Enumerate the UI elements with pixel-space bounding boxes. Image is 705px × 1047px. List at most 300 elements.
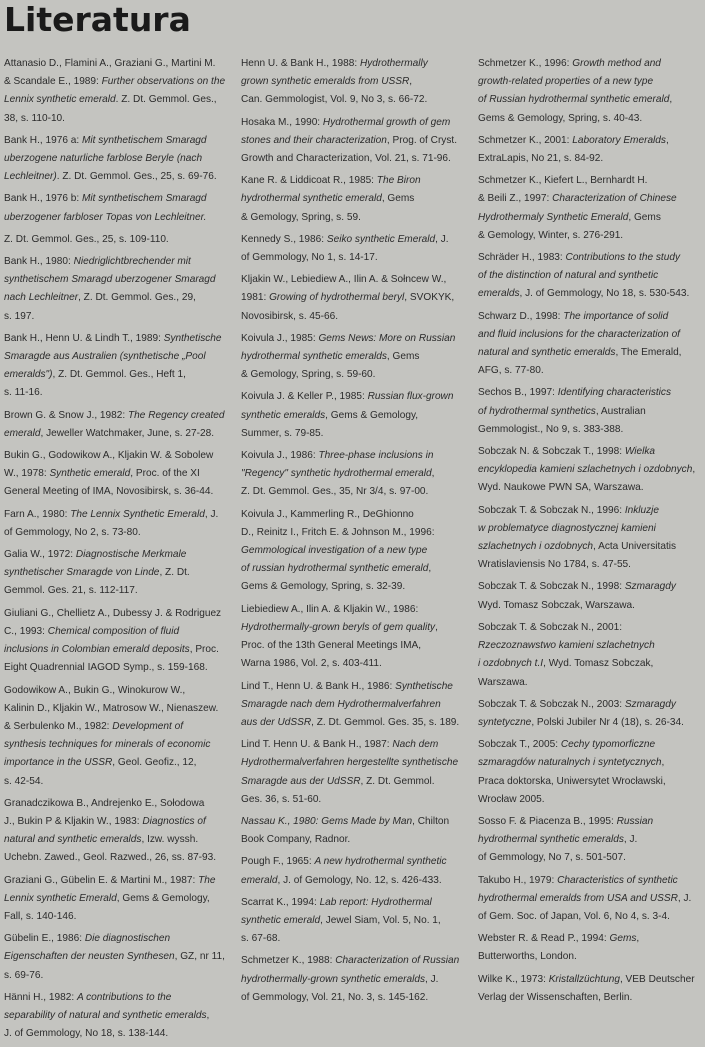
reference-text: Koivula J. & Keller P., 1985: [241, 391, 368, 403]
reference-entry [478, 384, 700, 439]
reference-text: , Geol. Geofiz., 12, [112, 757, 197, 769]
reference-line [4, 659, 226, 677]
reference-line [241, 560, 463, 578]
reference-entry [241, 894, 463, 949]
reference-title-text: synthesis techniques for minerals of economic [4, 739, 211, 751]
reference-text: Sosso F. & Piacenza B., 1995: [478, 815, 617, 827]
reference-text: Proc. of the 13th General Meetings IMA, [241, 640, 422, 652]
reference-entry [478, 249, 700, 304]
reference-text: of Gemmology, No 2, s. 73-80. [4, 526, 141, 538]
reference-text: Gemmologist., No 9, s. 383-388. [478, 423, 624, 435]
reference-line [4, 73, 226, 91]
reference-text: Sobczak T. & Sobczak N., 1998: [478, 581, 625, 593]
reference-entry [241, 55, 463, 110]
reference-text: , Chilton [412, 815, 450, 827]
reference-line [241, 619, 463, 637]
reference-line [4, 795, 226, 813]
reference-title-text: Synthetic emerald [49, 468, 131, 480]
reference-text: , Gems & Gemology, [325, 409, 419, 421]
reference-column-3 [478, 55, 700, 1011]
reference-line [478, 989, 700, 1007]
reference-text: Scarrat K., 1994: [241, 896, 320, 908]
reference-text: , GZ, nr 11, [174, 951, 225, 963]
reference-line [241, 989, 463, 1007]
reference-title-text: encyklopedia kamieni szlachetnych i ozdobnych [478, 464, 693, 476]
reference-title-text: Further observations on the [101, 76, 226, 88]
reference-text: Novosibirsk, s. 45-66. [241, 310, 339, 322]
reference-title-text: Mit synthetischem Smaragd [82, 134, 207, 146]
reference-text: Book Company, Radnor. [241, 834, 351, 846]
reference-line [4, 209, 226, 227]
reference-entry [4, 682, 226, 791]
reference-text: Kalinin D., Kljakin W., Matrosow W., Nienaszew. [4, 702, 219, 714]
reference-title-text: Smaragde nach dem Hydrothermalverfahren [241, 698, 441, 710]
reference-text: Koivula J., 1985: [241, 332, 319, 344]
reference-column-2 [241, 55, 463, 1011]
reference-title-text: A new hydrothermal synthetic [314, 856, 447, 868]
reference-text: Graziani G., Gübelin E. & Martini M., 1987: [4, 874, 199, 886]
reference-line [241, 637, 463, 655]
reference-text: , Z. Dt. Gemmol. Ges., 29, [78, 292, 196, 304]
reference-line [4, 872, 226, 890]
reference-line [4, 168, 226, 186]
reference-text: 1981: [241, 292, 270, 304]
reference-line [4, 483, 226, 501]
reference-title-text: Nach dem [392, 739, 439, 751]
reference-title-text: Growing of hydrothermal beryl [269, 292, 405, 304]
reference-text: Galia W., 1972: [4, 549, 76, 561]
reference-line [4, 253, 226, 271]
reference-line [478, 849, 700, 867]
reference-line [241, 578, 463, 596]
reference-text: of Gemmology, No 1, s. 14-17. [241, 252, 378, 264]
reference-text: C., 1993: [4, 625, 48, 637]
reference-line [478, 520, 700, 538]
reference-text: Z. Dt. Gemmol. Ges., 25, s. 109-110. [4, 233, 169, 245]
reference-text: Farn A., 1980: [4, 508, 71, 520]
reference-text: Koivula J., 1986: [241, 450, 319, 462]
reference-text: Bank H., 1976 a: [4, 134, 82, 146]
reference-text: Schmetzer K., 1996: [478, 58, 573, 69]
reference-title-text: hydrothermal synthetic emeralds [241, 351, 387, 363]
reference-line [478, 344, 700, 362]
reference-line [478, 674, 700, 692]
reference-text: Gübelin E., 1986: [4, 933, 85, 945]
reference-title-text: syntetyczne [478, 716, 532, 728]
reference-text: , J. [204, 508, 219, 520]
reference-line [241, 601, 463, 619]
reference-entry [241, 114, 463, 169]
reference-text: Kane R. & Liddicoat R., 1985: [241, 175, 377, 187]
reference-line [478, 461, 700, 479]
reference-text: s. 67-68. [241, 933, 281, 945]
reference-title-text: Eigenschaften der neusten Synthesen [4, 951, 175, 963]
reference-text: Bank H., 1976 b: [4, 193, 82, 205]
reference-text: , VEB Deutscher [619, 973, 695, 985]
reference-text: Growth and Characterization, Vol. 21, s. 71-96. [241, 153, 451, 165]
reference-title-text: Hydrothermally-grown beryls of gem quality [241, 621, 436, 633]
reference-text: , The Emerald, [615, 347, 682, 359]
reference-line [241, 524, 463, 542]
reference-line [4, 447, 226, 465]
reference-line [241, 465, 463, 483]
reference-line [4, 407, 226, 425]
reference-text: , Z. Dt. Gemmol. Ges., Heft 1, [52, 369, 186, 381]
reference-entry [478, 619, 700, 692]
reference-text: Schmetzer K., 2001: [478, 134, 573, 146]
reference-entry [478, 132, 700, 168]
reference-line [4, 425, 226, 443]
reference-line [4, 641, 226, 659]
reference-line [241, 853, 463, 871]
reference-text: Can. Gemmologist, Vol. 9, No 3, s. 66-72. [241, 94, 428, 106]
reference-title-text: The [198, 874, 216, 886]
reference-line [4, 849, 226, 867]
reference-line [241, 289, 463, 307]
reference-line [4, 55, 226, 73]
reference-title-text: hydrothermal synthetic emerald [241, 193, 382, 205]
reference-entry [478, 308, 700, 381]
reference-text: Granadczikowa B., Andrejenko E., Sołodowa [4, 797, 205, 809]
reference-entry [4, 506, 226, 542]
reference-text: , Australian [595, 405, 646, 417]
reference-line [478, 578, 700, 596]
reference-text: Bank H., Henn U. & Lindh T., 1989: [4, 332, 164, 344]
reference-column-1 [4, 55, 226, 1047]
reference-title-text: Die diagnostischen [84, 933, 171, 945]
reference-line [241, 348, 463, 366]
reference-text: , Proc. [189, 644, 219, 656]
reference-text: , [636, 933, 640, 945]
reference-line [241, 791, 463, 809]
reference-line [478, 326, 700, 344]
reference-text: , [669, 94, 673, 106]
reference-line [4, 754, 226, 772]
reference-text: Fall, s. 140-146. [4, 910, 77, 922]
reference-title-text: nach Lechleitner [4, 292, 79, 304]
reference-line [478, 249, 700, 267]
reference-entry [241, 388, 463, 443]
reference-title-text: The Regency created [128, 409, 225, 421]
reference-line [478, 637, 700, 655]
reference-text: AFG, s. 77-80. [478, 365, 544, 377]
reference-title-text: Characterization of Russian [335, 955, 460, 967]
reference-text: , [206, 1009, 210, 1021]
reference-title-text: "Regency" synthetic hydrothermal emerald [241, 468, 432, 480]
reference-line [4, 948, 226, 966]
reference-text: General Meeting of IMA, Novosibirsk, s. 36-44. [4, 486, 214, 498]
reference-text: Wrocław 2005. [478, 793, 545, 805]
reference-line [241, 91, 463, 109]
reference-title-text: Inkluzje [624, 504, 660, 516]
reference-line [4, 700, 226, 718]
reference-entry [241, 172, 463, 227]
reference-title-text: growth-related properties of a new type [478, 76, 654, 88]
reference-entry [478, 443, 700, 498]
reference-title-text: Russian flux-grown [367, 391, 454, 403]
reference-line [4, 773, 226, 791]
reference-line [241, 209, 463, 227]
reference-line [4, 110, 226, 128]
reference-entry [478, 696, 700, 732]
reference-line [478, 773, 700, 791]
reference-text: of Gemmology, No 7, s. 501-507. [478, 852, 626, 864]
reference-line [241, 831, 463, 849]
reference-line [4, 465, 226, 483]
reference-text: , J. [435, 233, 449, 245]
reference-text: Verlag der Wissenschaften, Berlin. [478, 991, 633, 1003]
reference-title-text: separability of natural and synthetic emeralds [4, 1009, 207, 1021]
reference-entry [4, 989, 226, 1044]
reference-text: Sobczak N. & Sobczak T., 1998: [478, 446, 625, 458]
reference-entry [4, 546, 226, 601]
reference-entry [241, 678, 463, 733]
reference-line [4, 1007, 226, 1025]
reference-title-text: Hydrothermally [359, 58, 428, 69]
reference-line [478, 479, 700, 497]
reference-line [478, 791, 700, 809]
reference-line [4, 132, 226, 150]
reference-text: , Polski Jubiler Nr 4 (18), s. 26-34. [531, 716, 684, 728]
reference-title-text: synthetischem Smaragd uberzogener Smaragd [4, 274, 216, 286]
reference-line [4, 330, 226, 348]
reference-title-text: Seiko synthetic Emerald [326, 233, 436, 245]
reference-title-text: Growth method and [572, 58, 661, 69]
reference-line [241, 696, 463, 714]
reference-line [241, 73, 463, 91]
reference-text: Gems & Gemology, Spring, s. 32-39. [241, 581, 406, 593]
reference-title-text: emerald [4, 427, 41, 439]
reference-text: Wyd. Tomasz Sobczak, Warszawa. [478, 599, 635, 611]
reference-line [4, 930, 226, 948]
reference-entry [4, 447, 226, 502]
reference-line [241, 736, 463, 754]
reference-title-text: Hydrothermalverfahren hergestellte synthetische [241, 757, 459, 769]
reference-line [241, 114, 463, 132]
reference-line [478, 538, 700, 556]
reference-text: , Jewel Siam, Vol. 5, No. 1, [320, 914, 441, 926]
reference-entry [4, 55, 226, 128]
reference-title-text: The importance of solid [563, 310, 669, 322]
reference-text: ExtraLapis, No 21, s. 84-92. [478, 153, 604, 165]
reference-line [241, 894, 463, 912]
reference-title-text: hydrothermally-grown synthetic emeralds [241, 973, 426, 985]
reference-title-text: Smaragde aus Australien (synthetische „Pool [4, 351, 206, 363]
reference-entry [241, 506, 463, 597]
reference-entry [478, 502, 700, 575]
reference-title-text: of the distinction of natural and synthetic [478, 270, 659, 282]
reference-line [478, 714, 700, 732]
reference-line [4, 150, 226, 168]
reference-line [478, 502, 700, 520]
reference-line [241, 249, 463, 267]
reference-text: Bukin G., Godowikow A., Kljakin W. & Sobolew [4, 450, 214, 462]
reference-text: Koivula J., Kammerling R., DeGhionno [241, 508, 414, 520]
reference-title-text: Gems News: More on Russian [318, 332, 456, 344]
reference-line [478, 696, 700, 714]
reference-line [4, 564, 226, 582]
reference-line [241, 773, 463, 791]
reference-line [241, 150, 463, 168]
reference-title-text: Three-phase inclusions in [318, 450, 434, 462]
reference-line [478, 227, 700, 245]
reference-text: & Scandale E., 1989: [4, 76, 102, 88]
reference-text: Gemmol. Ges. 21, s. 112-117. [4, 585, 138, 597]
reference-line [478, 597, 700, 615]
reference-text: & Gemology, Spring, s. 59. [241, 211, 361, 223]
reference-title-text: synthetic emerald [241, 914, 321, 926]
reference-text: . Z. Dt. Gemmol. Ges., [115, 94, 217, 106]
reference-text: Hänni H., 1982: [4, 991, 77, 1003]
reference-line [478, 91, 700, 109]
reference-line [241, 678, 463, 696]
reference-text: Warszawa. [478, 676, 528, 688]
reference-title-text: Cechy typomorficzne [560, 739, 656, 751]
reference-title-text: Characteristics of synthetic [557, 874, 678, 886]
reference-line [4, 289, 226, 307]
reference-title-text: hydrothermal synthetic emeralds [478, 834, 624, 846]
reference-title-text: Hydrothermaly Synthetic Emerald [478, 211, 629, 223]
reference-entry [4, 605, 226, 678]
reference-text: Kljakin W., Lebiediew A., Ilin A. & Sołncew W., [241, 274, 447, 286]
reference-text: Sobczak T. & Sobczak N., 2003: [478, 698, 625, 710]
reference-entry [4, 190, 226, 226]
reference-entry [4, 253, 226, 326]
reference-text: , [428, 563, 432, 575]
reference-line [478, 190, 700, 208]
reference-text: Sobczak T. & Sobczak N., 1996: [478, 504, 625, 516]
reference-text: s. 197. [4, 310, 35, 322]
reference-text: , SVOKYK, [404, 292, 455, 304]
reference-text: Summer, s. 79-85. [241, 427, 324, 439]
reference-line [478, 384, 700, 402]
reference-text: , J. [677, 892, 692, 904]
reference-title-text: Synthetische [163, 332, 222, 344]
reference-text: , Wyd. Tomasz Sobczak, [543, 658, 654, 670]
reference-text: , Z. Dt. Gemmol. [360, 775, 435, 787]
reference-text: , Acta Universitatis [593, 541, 677, 553]
reference-text: Kennedy S., 1986: [241, 233, 327, 245]
reference-text: , [409, 76, 413, 88]
reference-title-text: The Lennix Synthetic Emerald [70, 508, 205, 520]
reference-title-text: Wielka [624, 446, 656, 458]
reference-text: Schmetzer K., 1988: [241, 955, 336, 967]
reference-entry [241, 813, 463, 849]
reference-text: Hosaka M., 1990: [241, 116, 323, 128]
reference-title-text: Lechleitner) [4, 171, 57, 183]
reference-line [4, 989, 226, 1007]
reference-line [241, 407, 463, 425]
reference-entry [478, 578, 700, 614]
reference-line [4, 908, 226, 926]
reference-entry [4, 407, 226, 443]
reference-line [4, 1025, 226, 1043]
reference-line [4, 890, 226, 908]
reference-text: Sechos B., 1997: [478, 387, 558, 399]
reference-line [4, 718, 226, 736]
reference-line [478, 948, 700, 966]
reference-title-text: Chemical composition of fluid [47, 625, 180, 637]
reference-title-text: Diagnostische Merkmale [75, 549, 187, 561]
reference-line [241, 447, 463, 465]
reference-text: , Gems [386, 351, 420, 363]
reference-title-text: Niedriglichtbrechender mit [73, 256, 191, 268]
reference-line [241, 483, 463, 501]
reference-line [241, 754, 463, 772]
reference-title-text: and fluid inclusions for the characterization of [478, 328, 680, 340]
reference-line [478, 655, 700, 673]
reference-entry [478, 930, 700, 966]
reference-title-text: Lab report: Hydrothermal [319, 896, 432, 908]
reference-title-text: of hydrothermal synthetics [478, 405, 596, 417]
reference-line [4, 348, 226, 366]
reference-text: Schräder H., 1983: [478, 252, 566, 264]
reference-line [478, 971, 700, 989]
reference-title-text: emeralds [478, 288, 520, 300]
reference-text: Godowikow A., Bukin G., Winokurow W., [4, 684, 186, 696]
reference-line [4, 736, 226, 754]
reference-line [241, 506, 463, 524]
reference-text: of Gem. Soc. of Japan, Vol. 6, No 4, s. 3-4. [478, 910, 670, 922]
reference-line [478, 150, 700, 168]
reference-line [241, 231, 463, 249]
reference-title-text: Szmaragdy [624, 698, 676, 710]
reference-line [241, 655, 463, 673]
reference-text: s. 11-16. [4, 387, 43, 399]
reference-line [478, 209, 700, 227]
reference-line [241, 190, 463, 208]
reference-line [4, 190, 226, 208]
reference-line [478, 556, 700, 574]
reference-text: Henn U. & Bank H., 1988: [241, 58, 360, 69]
reference-title-text: natural and synthetic emeralds [4, 834, 142, 846]
reference-entry [241, 447, 463, 502]
reference-line [241, 952, 463, 970]
reference-text: , [431, 468, 435, 480]
reference-entry [4, 795, 226, 868]
reference-entry [478, 55, 700, 128]
reference-title-text: Synthetische [395, 680, 453, 692]
reference-line [241, 971, 463, 989]
reference-text: Attanasio D., Flamini A., Graziani G., Martini M. [4, 58, 216, 69]
reference-title-text: Development of [112, 720, 183, 732]
reference-line [4, 605, 226, 623]
reference-text: , Jeweller Watchmaker, June, s. 27-28. [40, 427, 215, 439]
reference-entry [241, 952, 463, 1007]
reference-text: Sobczak T. & Sobczak N., 2001: [478, 621, 623, 633]
reference-title-text: aus der UdSSR [241, 716, 312, 728]
reference-title-text: Kristallzüchtung [548, 973, 620, 985]
reference-title-text: The Biron [376, 175, 421, 187]
reference-line [241, 55, 463, 73]
reference-line [478, 55, 700, 73]
reference-title-text: uberzogener farbloser Topas von Lechleitner. [4, 211, 207, 223]
reference-entry [4, 132, 226, 187]
reference-text: , Gems & Gemology, [116, 892, 210, 904]
reference-line [241, 172, 463, 190]
reference-line [4, 623, 226, 641]
reference-title-text: Contributions to the study [565, 252, 680, 264]
reference-text: , [692, 464, 696, 476]
reference-text: Giuliani G., Chellietz A., Dubessy J. & Rodriguez [4, 607, 222, 619]
reference-line [241, 271, 463, 289]
page-title: Literatura [4, 0, 191, 39]
reference-text: Z. Dt. Gemmol. Ges., 35, Nr 3/4, s. 97-00. [241, 486, 429, 498]
reference-line [241, 308, 463, 326]
reference-text: Praca doktorska, Uniwersytet Wrocławski, [478, 775, 666, 787]
reference-line [241, 132, 463, 150]
reference-text: W., 1978: [4, 468, 50, 480]
